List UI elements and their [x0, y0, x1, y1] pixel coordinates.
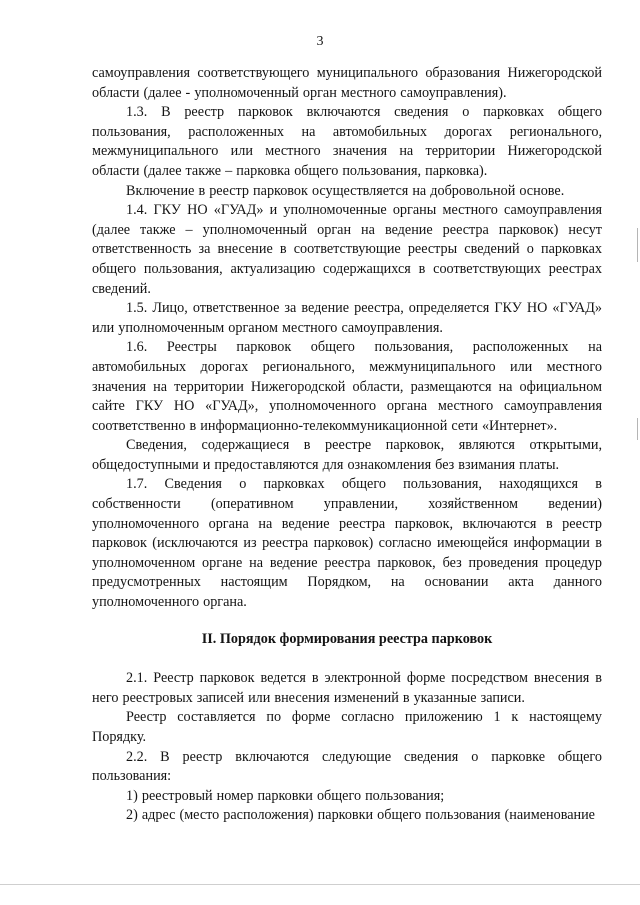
- paragraph: 2.1. Реестр парковок ведется в электронной форме посредством внесения в него реестровых записей или внесения изменений в указанные записи.: [92, 670, 602, 706]
- document-body: [92, 64, 602, 826]
- paragraph: 2.2. В реестр включаются следующие сведения о парковке общего пользования:: [92, 748, 602, 785]
- paragraph: 1.4. ГКУ НО «ГУАД» и уполномоченные органы местного самоуправления (далее также – уполномоченный орган на ведение реестра парковок) несут ответственность за внесение в соответствующие реестры сведений о парковках общего пользования, актуализацию содержащихся в соответствующих реестрах сведений.: [92, 202, 602, 297]
- scan-bottom-rule: [0, 884, 640, 885]
- paragraph: 1.7. Сведения о парковках общего пользования, находящихся в собственности (оперативном управлении, хозяйственном ведении) уполномоченного органа на ведение реестра парковок, включаются в реестр парковок (исключаются из реестра парковок) согласно имеющейся информации в уполномоченном органе на ведение реестра парковок, без проведения процедур предусмотренных настоящим Порядком, на основании акта данного уполномоченного органа.: [92, 476, 602, 611]
- paragraph: 1.5. Лицо, ответственное за ведение реестра, определяется ГКУ НО «ГУАД» или уполномоченным органом местного самоуправления.: [92, 300, 602, 336]
- paragraph: Включение в реестр парковок осуществляется на добровольной основе.: [126, 182, 565, 199]
- section-heading: II. Порядок формирования реестра парковок: [201, 630, 493, 647]
- paragraph: 1.3. В реестр парковок включаются сведения о парковках общего пользования, расположенных на автомобильных дорогах регионального, межмуниципального или местного значения на территории Нижегородской области (далее также – парковка общего пользования, парковка).: [92, 104, 602, 179]
- paragraph: самоуправления соответствующего муниципального образования Нижегородской области (далее - уполномоченный орган местного самоуправления).: [92, 65, 602, 101]
- scan-edge-mark: [637, 228, 638, 262]
- page-number: 3: [316, 34, 324, 49]
- paragraph: 1.6. Реестры парковок общего пользования, расположенных на автомобильных дорогах регионального, межмуниципального или местного значения на территории Нижегородской области, размещаются на официальном сайте ГКУ НО «ГУАД», уполномоченного органа местного самоуправления соответственно в информационно-телекоммуникационной сети «Интернет».: [92, 339, 602, 434]
- paragraph: Реестр составляется по форме согласно приложению 1 к настоящему Порядку.: [92, 709, 602, 745]
- paragraph: Сведения, содержащиеся в реестре парковок, являются открытыми, общедоступными и предоставляются для ознакомления без взимания платы.: [92, 437, 602, 473]
- paragraph: 1) реестровый номер парковки общего пользования;: [126, 787, 445, 804]
- paragraph: 2) адрес (место расположения) парковки общего пользования (наименование: [126, 807, 595, 824]
- scan-edge-mark: [637, 418, 638, 440]
